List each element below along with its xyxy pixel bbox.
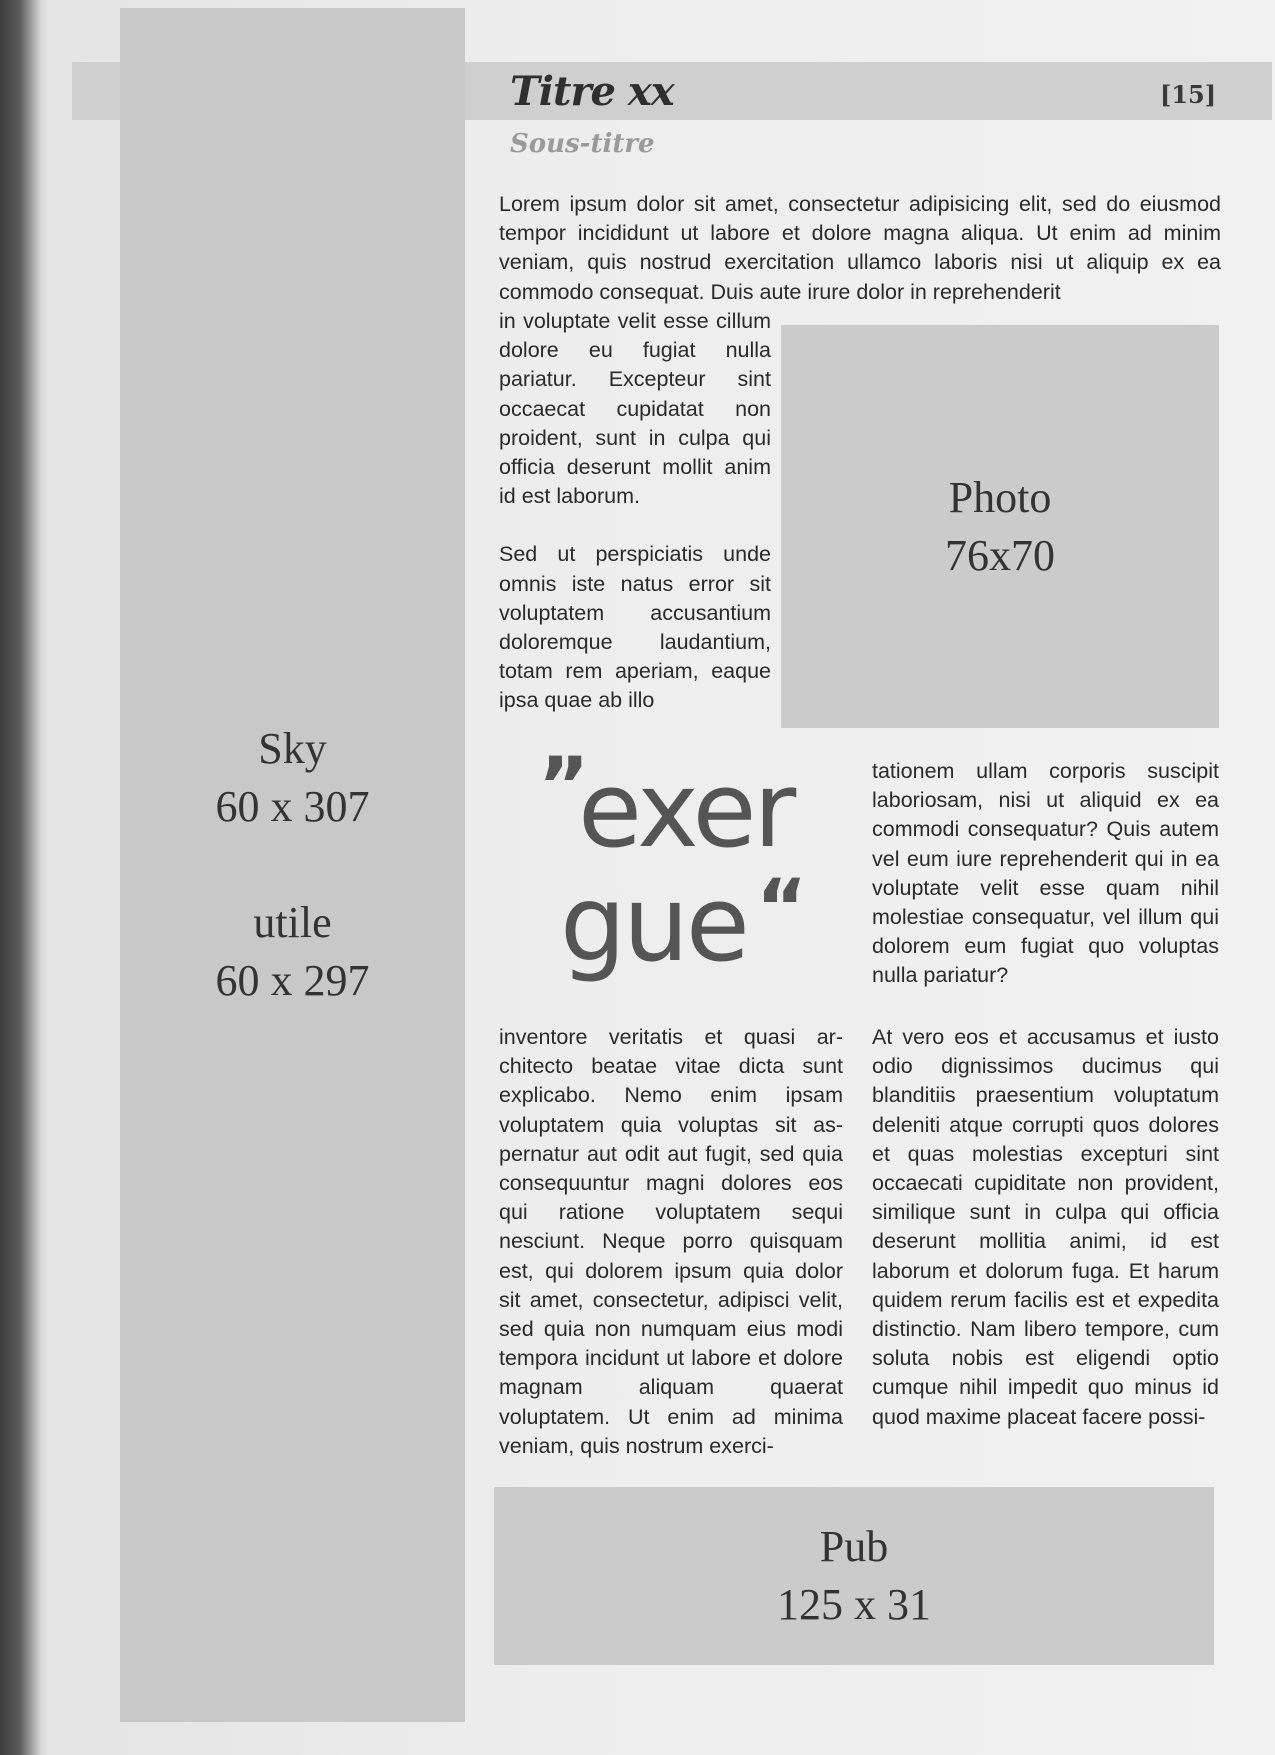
open-quote-mark: ”: [538, 742, 590, 832]
left-column-top: [499, 307, 771, 716]
photo-size: 76x70: [945, 530, 1055, 580]
pub-ad-placeholder: [494, 1487, 1214, 1665]
pull-quote-line-2: gue: [560, 863, 747, 985]
scanner-edge: [0, 0, 48, 1755]
left-column-bottom: [499, 1023, 843, 1461]
close-quote-mark: “: [756, 864, 808, 954]
right-bottom-paragraph: At vero eos et accusamus et iusto odio dignissimos ducimus qui blanditiis praesentium voluptatum deleniti atque corrupti quos dolores et quas molestias excepturi sint occaecati cupiditate non provident, similique sunt in culpa qui officia deserunt mollitia animi, id est laborum et dolorum fuga. Et harum quidem rerum facilis est et expedita distinctio. Nam libero tempore, cum soluta nobis est eligendi optio cumque nihil impedit quo minus id quod maxime placeat facere possi-: [872, 1025, 1219, 1429]
pub-label: Pub: [819, 1522, 889, 1571]
sky-ad-placeholder: [120, 8, 465, 1722]
page-number: [15]: [1160, 80, 1217, 109]
pub-size: 125 x 31: [777, 1580, 931, 1629]
photo-label: Photo: [948, 472, 1052, 522]
left-paragraph-2: Sed ut perspiciatis unde omnis iste natus error sit voluptatem accusantium doloremque laudantium, totam rem aperiam, eaque ipsa quae ab illo: [499, 542, 771, 713]
photo-placeholder: [781, 325, 1219, 728]
page-subtitle: Sous-titre: [510, 129, 655, 159]
pull-quote-line-1: exer: [578, 749, 794, 871]
sky-size: 60 x 307: [215, 782, 370, 831]
left-paragraph-1: in voluptate velit esse cillum dolore eu fugiat nulla pariatur. Excepteur sint occaecat cupidatat non proident, sunt in culpa qui officia deserunt mollit anim id est laborum.: [499, 309, 771, 509]
pull-quote: [520, 740, 850, 1010]
right-top-paragraph: tationem ullam corporis suscipit laboriosam, nisi ut aliquid ex ea commodi consequatur? Quis autem vel eum iure reprehenderit qui in ea voluptate velit esse quam nihil molestiae consequatur, vel illum qui dolorem eum fugiat quo voluptas nulla pariatur?: [872, 759, 1219, 988]
right-column-bottom: [872, 1023, 1219, 1432]
left-bottom-paragraph: inventore veritatis et quasi architecto beatae vitae dicta sunt explicabo. Nemo enim ipsam voluptatem quia voluptas sit aspernatur aut odit aut fugit, sed quia consequuntur magni dolores eos qui ratione voluptatem sequi nesciunt. Neque porro quisquam est, qui dolorem ipsum quia dolor sit amet, consectetur, adipisci velit, sed quia non numquam eius modi tempora incidunt ut labore et dolore magnam aliquam quaerat voluptatem. Ut enim ad minima veniam, quis nostrum exerci-: [499, 1025, 843, 1458]
intro-text: Lorem ipsum dolor sit amet, consectetur adipisicing elit, sed do eiusmod tempor incididunt ut labore et dolore magna aliqua. Ut enim ad minim veniam, quis nostrud exercitation ullamco laboris nisi ut aliquip ex ea commodo consequat. Duis aute irure dolor in reprehenderit: [499, 192, 1221, 304]
intro-paragraph: [499, 190, 1221, 307]
right-column-top: [872, 757, 1219, 991]
sky-useful-label: utile: [253, 898, 332, 947]
sky-label: Sky: [258, 724, 327, 773]
sky-useful-size: 60 x 297: [215, 956, 370, 1005]
page-title: Titre xx: [510, 68, 674, 115]
